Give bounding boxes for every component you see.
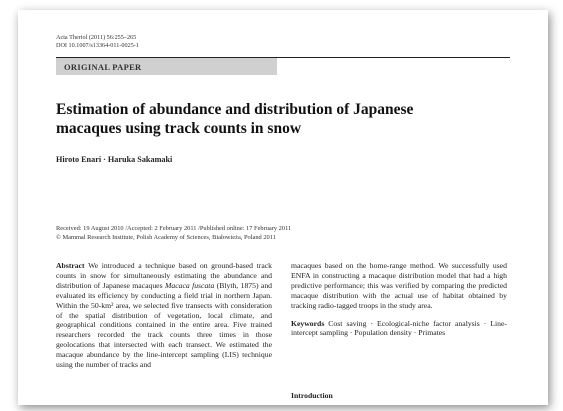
- abstract-paragraph: [56, 261, 272, 370]
- section-label: ORIGINAL PAPER: [64, 62, 142, 72]
- title-line-1: Estimation of abundance and distribution of Japanese: [56, 101, 414, 118]
- copyright-line: © Mammal Research Institute, Polish Academy of Sciences, Białowieża, Poland 2011: [56, 233, 276, 241]
- paper-title: [56, 100, 496, 138]
- keywords-heading: Keywords: [291, 318, 325, 328]
- introduction-heading: Introduction: [291, 391, 333, 400]
- abstract-column-left: [56, 261, 272, 370]
- journal-citation: Acta Theriol (2011) 56:255–265: [56, 34, 137, 41]
- journal-reference: [56, 34, 139, 50]
- authors: Hiroto Enari · Haruka Sakamaki: [56, 155, 173, 164]
- paper-page: [18, 10, 548, 405]
- section-badge: [56, 58, 277, 75]
- received-line: Received: 19 August 2010 /Accepted: 2 February 2011 /Published online: 17 February 2011: [56, 225, 292, 232]
- keywords-text: Cost saving · Ecological-niche factor analysis · Line-intercept sampling · Population density · Primates: [291, 318, 507, 338]
- abstract-heading: Abstract: [56, 261, 85, 270]
- species-name: Macaca fuscata: [164, 280, 215, 290]
- title-line-2: macaques using track counts in snow: [56, 120, 302, 137]
- abstract-column-right: [291, 261, 507, 338]
- abstract-text-1: We introduced a technique based on ground-based track counts in snow for simultaneously estimating the abundance and distribution of Japanese macaques: [56, 261, 272, 290]
- publication-dates: [56, 225, 486, 242]
- doi: DOI 10.1007/s13364-011-0025-1: [56, 42, 139, 49]
- keywords-paragraph: [291, 319, 507, 339]
- abstract-text-2: (Blyth, 1875) and evaluated its efficiency by conducting a field trial in northern Japan. Within the 50-km² area, we selected five transects with consideration of the spatial distribution of vegetation, local climate, and geographical conditions contained in the entire area. Five trained researchers recorded the track counts three times in those geolocations that intersected with each transect. We estimated the macaque abundance by the line-intercept sampling (LIS) technique using the number of tracks and: [56, 280, 273, 370]
- abstract-continued: macaques based on the home-range method. We successfully used ENFA in constructing a macaque distribution model that had a high predictive performance; this was verified by comparing the predicted macaque distribution with the actual use of habitat obtained by tracking radio-tagged troops in the study area.: [291, 261, 507, 310]
